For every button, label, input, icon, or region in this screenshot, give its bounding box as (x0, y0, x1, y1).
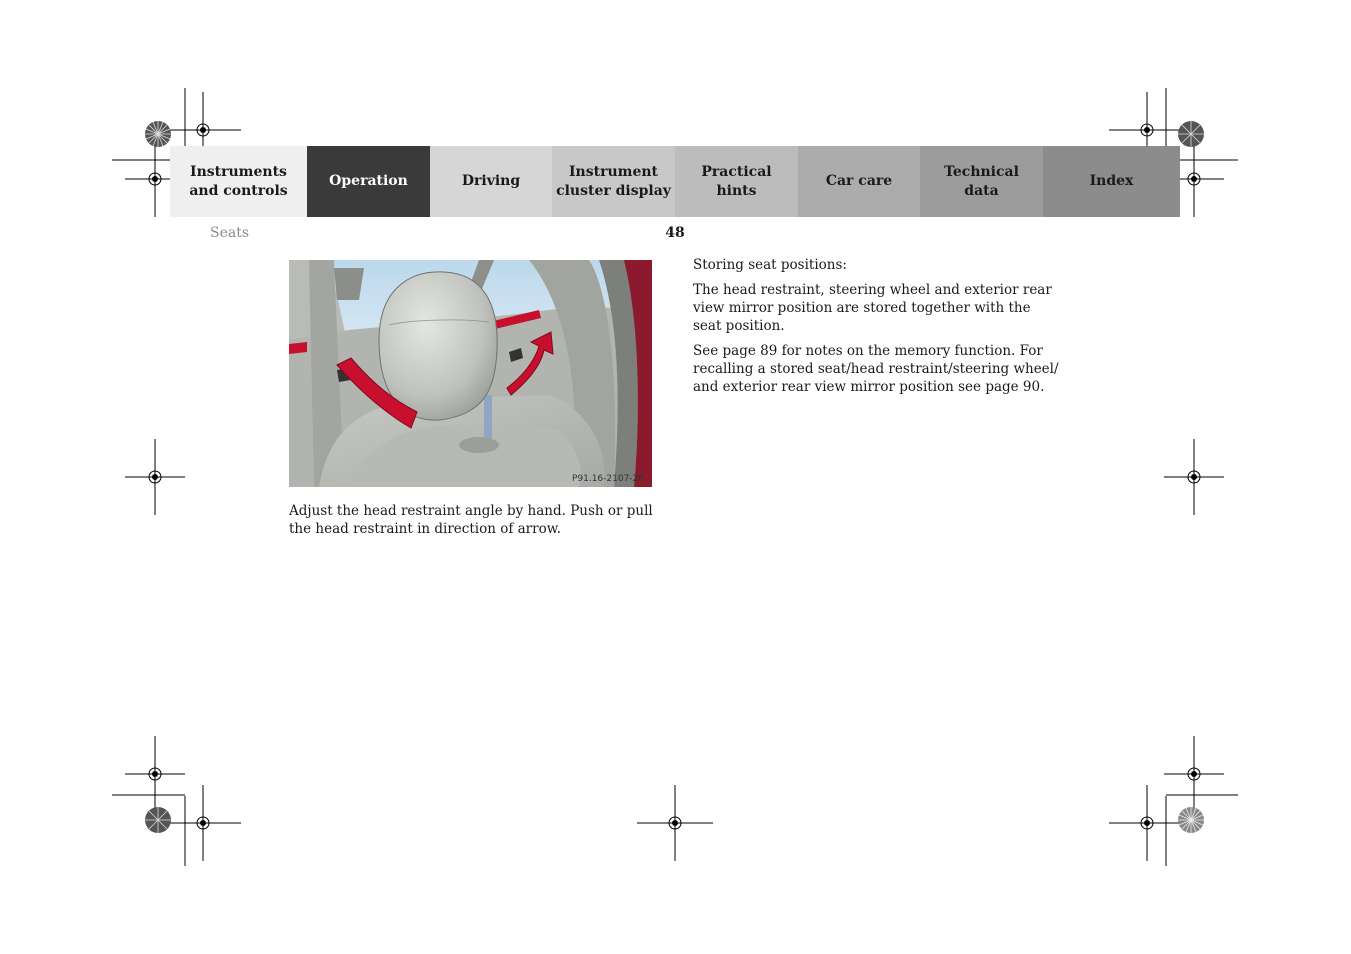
section-heading: Storing seat positions: (693, 257, 847, 273)
tab-label: Instrument cluster display (556, 163, 671, 199)
paragraph: See page 89 for notes on the memory function. For recalling a stored seat/head restraint/steering wheel/ and exterior rear view mirror position see page 90. (693, 343, 1059, 395)
tab-label: Car care (825, 173, 893, 189)
tab-label: Technical data (944, 163, 1019, 199)
figure-code: P91.16-2107-26 (571, 474, 644, 484)
tab-driving[interactable] (430, 146, 552, 217)
chapter-tabs (170, 146, 1180, 217)
paragraph: The head restraint, steering wheel and exterior rear view mirror position are stored together with the seat position. (693, 282, 1052, 334)
tab-technical-data[interactable] (920, 146, 1043, 217)
seat-illustration (289, 260, 652, 487)
tab-operation[interactable] (307, 146, 430, 217)
tab-car-care[interactable] (798, 146, 920, 217)
tab-label: Practical hints (701, 163, 772, 199)
main-text (693, 256, 1063, 403)
tab-instruments-and-controls[interactable] (170, 146, 307, 217)
figure-caption: Adjust the head restraint angle by hand. Push or pull the head restraint in direction of arrow. (289, 503, 653, 537)
head-restraint-illustration (289, 260, 652, 487)
section-title: Seats (210, 225, 250, 241)
tab-label: Operation (329, 173, 408, 189)
page-number: 48 (665, 225, 685, 241)
tab-label: Instruments and controls (189, 163, 288, 199)
tab-index[interactable] (1043, 146, 1180, 217)
tab-label: Index (1089, 173, 1134, 189)
tab-practical-hints[interactable] (675, 146, 798, 217)
tab-instrument-cluster-display[interactable] (552, 146, 675, 217)
tab-label: Driving (461, 173, 521, 189)
